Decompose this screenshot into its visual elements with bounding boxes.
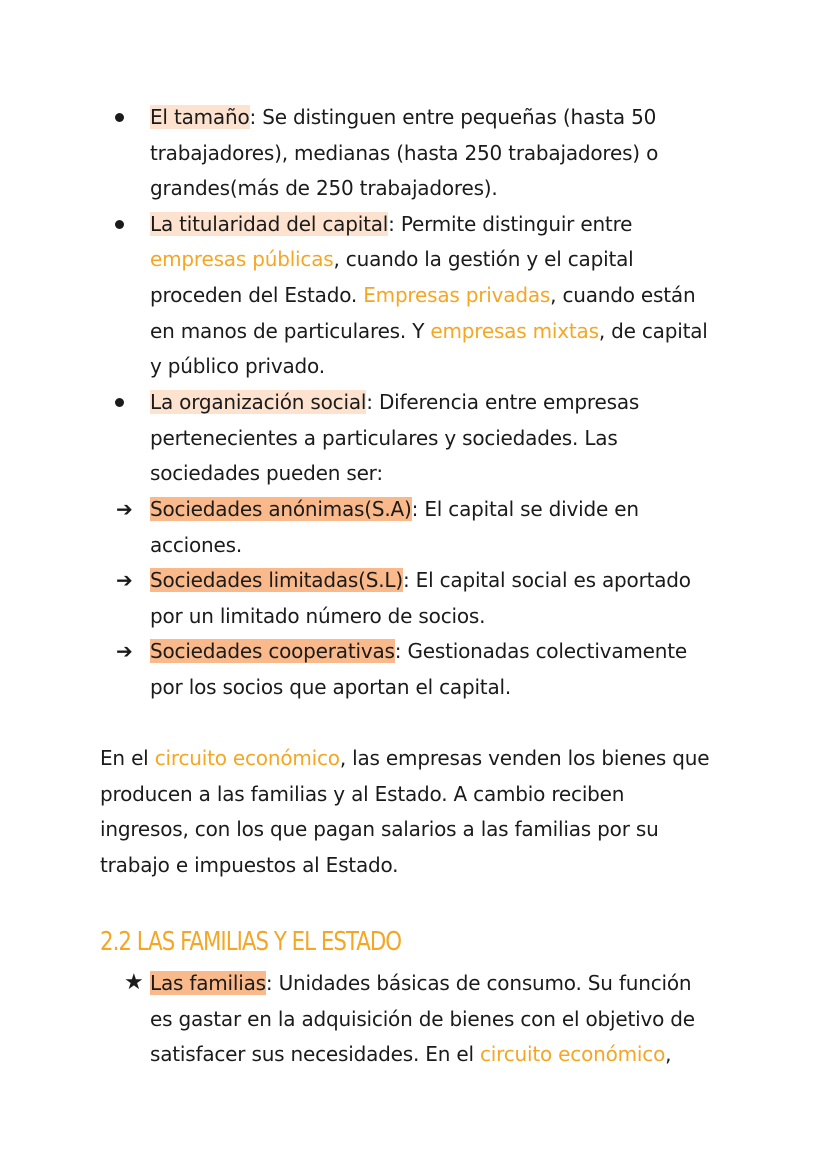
- familias-line-2: es gastar en la adquisición de bienes con el objetivo de: [150, 1007, 695, 1031]
- term-sociedades-cooperativas: Sociedades cooperativas: [150, 639, 395, 663]
- familias-line-3: satisfacer sus necesidades. En el circuito económico,: [150, 1042, 672, 1066]
- star-icon: ★: [124, 970, 144, 995]
- term-sociedades-limitadas: Sociedades limitadas(S.L): [150, 568, 403, 592]
- term-empresas-mixtas: empresas mixtas: [430, 319, 599, 343]
- term-empresas-publicas: empresas públicas: [150, 247, 334, 271]
- bullet-dot: [115, 113, 124, 122]
- tamano-line-2: trabajadores), medianas (hasta 250 trabajadores) o: [150, 141, 659, 165]
- titularidad-line-5: y público privado.: [150, 354, 325, 378]
- term-las-familias: Las familias: [150, 971, 266, 995]
- arrow-right-icon: ➔: [116, 497, 133, 521]
- arrow-item-2-line-1: Sociedades limitadas(S.L): El capital social es aportado: [150, 568, 691, 592]
- arrow-right-icon: ➔: [116, 568, 133, 592]
- term-sociedades-anonimas: Sociedades anónimas(S.A): [150, 497, 412, 521]
- titularidad-line-2: empresas públicas, cuando la gestión y el capital: [150, 247, 634, 271]
- term-tamano: El tamaño: [150, 105, 250, 129]
- term-organizacion: La organización social: [150, 390, 367, 414]
- tamano-line-3: grandes(más de 250 trabajadores).: [150, 176, 498, 200]
- term-circuito-economico: circuito económico: [479, 1042, 666, 1066]
- bullet-dot: [115, 398, 124, 407]
- familias-line-1: Las familias: Unidades básicas de consumo. Su función: [150, 971, 692, 995]
- bullet-dot: [115, 220, 124, 229]
- term-empresas-privadas: Empresas privadas: [363, 283, 551, 307]
- organizacion-line-1: La organización social: Diferencia entre empresas: [150, 390, 640, 414]
- arrow-item-1-line-1: Sociedades anónimas(S.A): El capital se divide en: [150, 497, 639, 521]
- organizacion-line-2: pertenecientes a particulares y sociedades. Las: [150, 426, 618, 450]
- term-circuito-economico: circuito económico: [154, 746, 340, 770]
- paragraph-line-1: En el circuito económico, las empresas venden los bienes que: [100, 746, 710, 770]
- titularidad-line-4: en manos de particulares. Y empresas mixtas, de capital: [150, 319, 708, 343]
- paragraph-line-4: trabajo e impuestos al Estado.: [100, 853, 399, 877]
- arrow-item-1-line-2: acciones.: [150, 533, 242, 557]
- tamano-line-1: El tamaño: Se distinguen entre pequeñas (hasta 50: [150, 105, 657, 129]
- paragraph-line-2: producen a las familias y al Estado. A cambio reciben: [100, 782, 625, 806]
- titularidad-line-1: La titularidad del capital: Permite distinguir entre: [150, 212, 633, 236]
- arrow-right-icon: ➔: [116, 639, 133, 663]
- term-titularidad: La titularidad del capital: [150, 212, 389, 236]
- arrow-item-3-line-1: Sociedades cooperativas: Gestionadas colectivamente: [150, 639, 687, 663]
- section-heading: 2.2 LAS FAMILIAS Y EL ESTADO: [100, 927, 402, 957]
- arrow-item-2-line-2: por un limitado número de socios.: [150, 604, 486, 628]
- titularidad-line-3: proceden del Estado. Empresas privadas, cuando están: [150, 283, 696, 307]
- paragraph-line-3: ingresos, con los que pagan salarios a las familias por su: [100, 817, 659, 841]
- organizacion-line-3: sociedades pueden ser:: [150, 461, 383, 485]
- arrow-item-3-line-2: por los socios que aportan el capital.: [150, 675, 512, 699]
